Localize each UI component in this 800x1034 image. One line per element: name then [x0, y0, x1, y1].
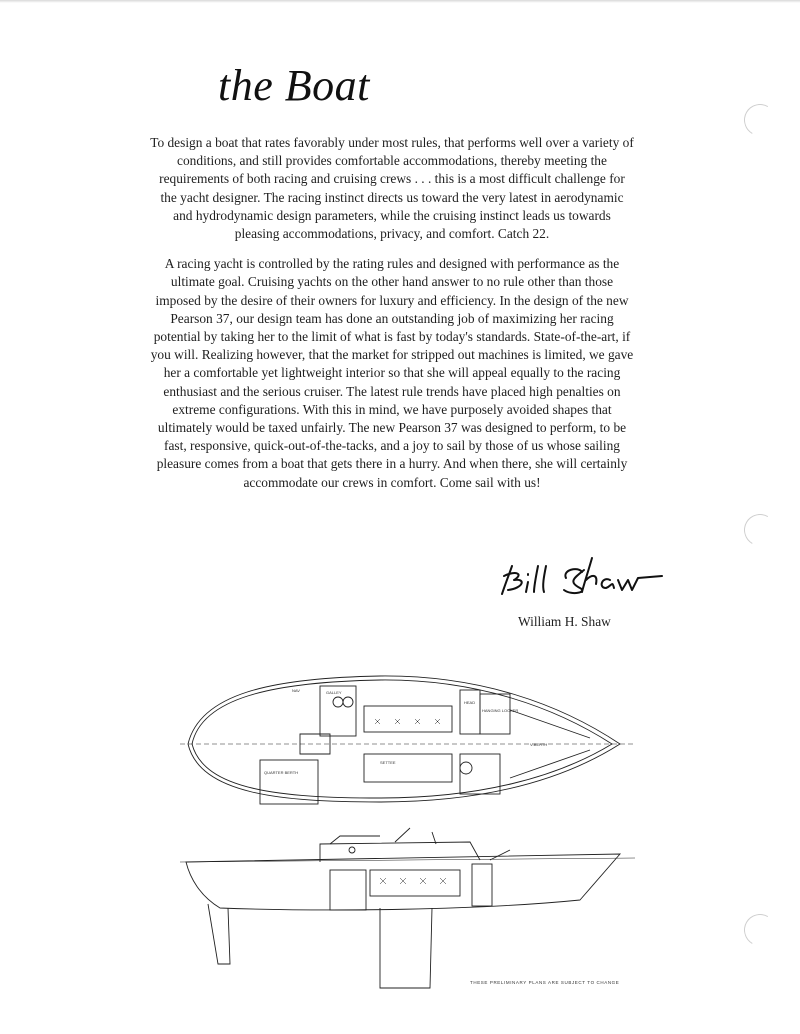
page-title: the Boat [218, 61, 370, 110]
body-text [150, 134, 634, 504]
interior-plan-view [180, 676, 635, 804]
page-top-edge [0, 0, 800, 3]
binder-hole-middle [740, 510, 779, 549]
paragraph-1: To design a boat that rates favorably under most rules, that performs well over a variety of conditions, and still provides comfortable accommodations, thereby meeting the requirements of both racing and cruising crews . . . this is a most difficult challenge for the yacht designer. The racing instinct directs us toward the very latest in aerodynamic and hydrodynamic design parameters, while the cruising instinct leads us towards pleasing accommodations, privacy, and comfort. Catch 22. [150, 135, 634, 242]
plan-label-hanging-locker: HANGING LOCKER [482, 708, 519, 713]
plan-label-v-berth: V-BERTH [530, 742, 548, 747]
plan-label-galley: GALLEY [326, 690, 342, 695]
handwritten-signature [488, 552, 668, 612]
plan-label-nav: NAV [292, 688, 300, 693]
plan-label-quarter-berth: QUARTER BERTH [264, 770, 299, 775]
profile-view [180, 828, 635, 988]
plan-label-head: HEAD [464, 700, 476, 705]
plans-disclaimer: THESE PRELIMINARY PLANS ARE SUBJECT TO CHANGE [470, 980, 620, 985]
boat-plans-drawing [180, 664, 640, 994]
signer-name: William H. Shaw [518, 614, 611, 629]
binder-hole-top [740, 100, 779, 139]
binder-hole-bottom [740, 910, 779, 949]
paragraph-2: A racing yacht is controlled by the rating rules and designed with performance as the ultimate goal. Cruising yachts on the other hand answer to no rule other than those imposed by the desire of their owners for luxury and efficiency. In the design of the new Pearson 37, our design team has done an outstanding job of maximizing her racing potential by taking her to the limit of what is fast by today's standards. State-of-the-art, if you will. Realizing however, that the market for stripped out machines is limited, we gave her a comfortable yet lightweight interior so that she will appeal equally to the racing enthusiast and the serious cruiser. The latest rule trends have placed high penalties on extreme configurations. With this in mind, we have purposely avoided shapes that ultimately would be taxed unfairly. The new Pearson 37 was designed to perform, to be fast, responsive, quick-out-of-the-tacks, and a joy to sail by those of us whose sailing pleasure comes from a boat that gets there in a hurry. And when there, she will certainly accommodate our crews in comfort. Come sail with us! [150, 256, 634, 490]
plan-label-settee: SETTEE [380, 760, 396, 765]
